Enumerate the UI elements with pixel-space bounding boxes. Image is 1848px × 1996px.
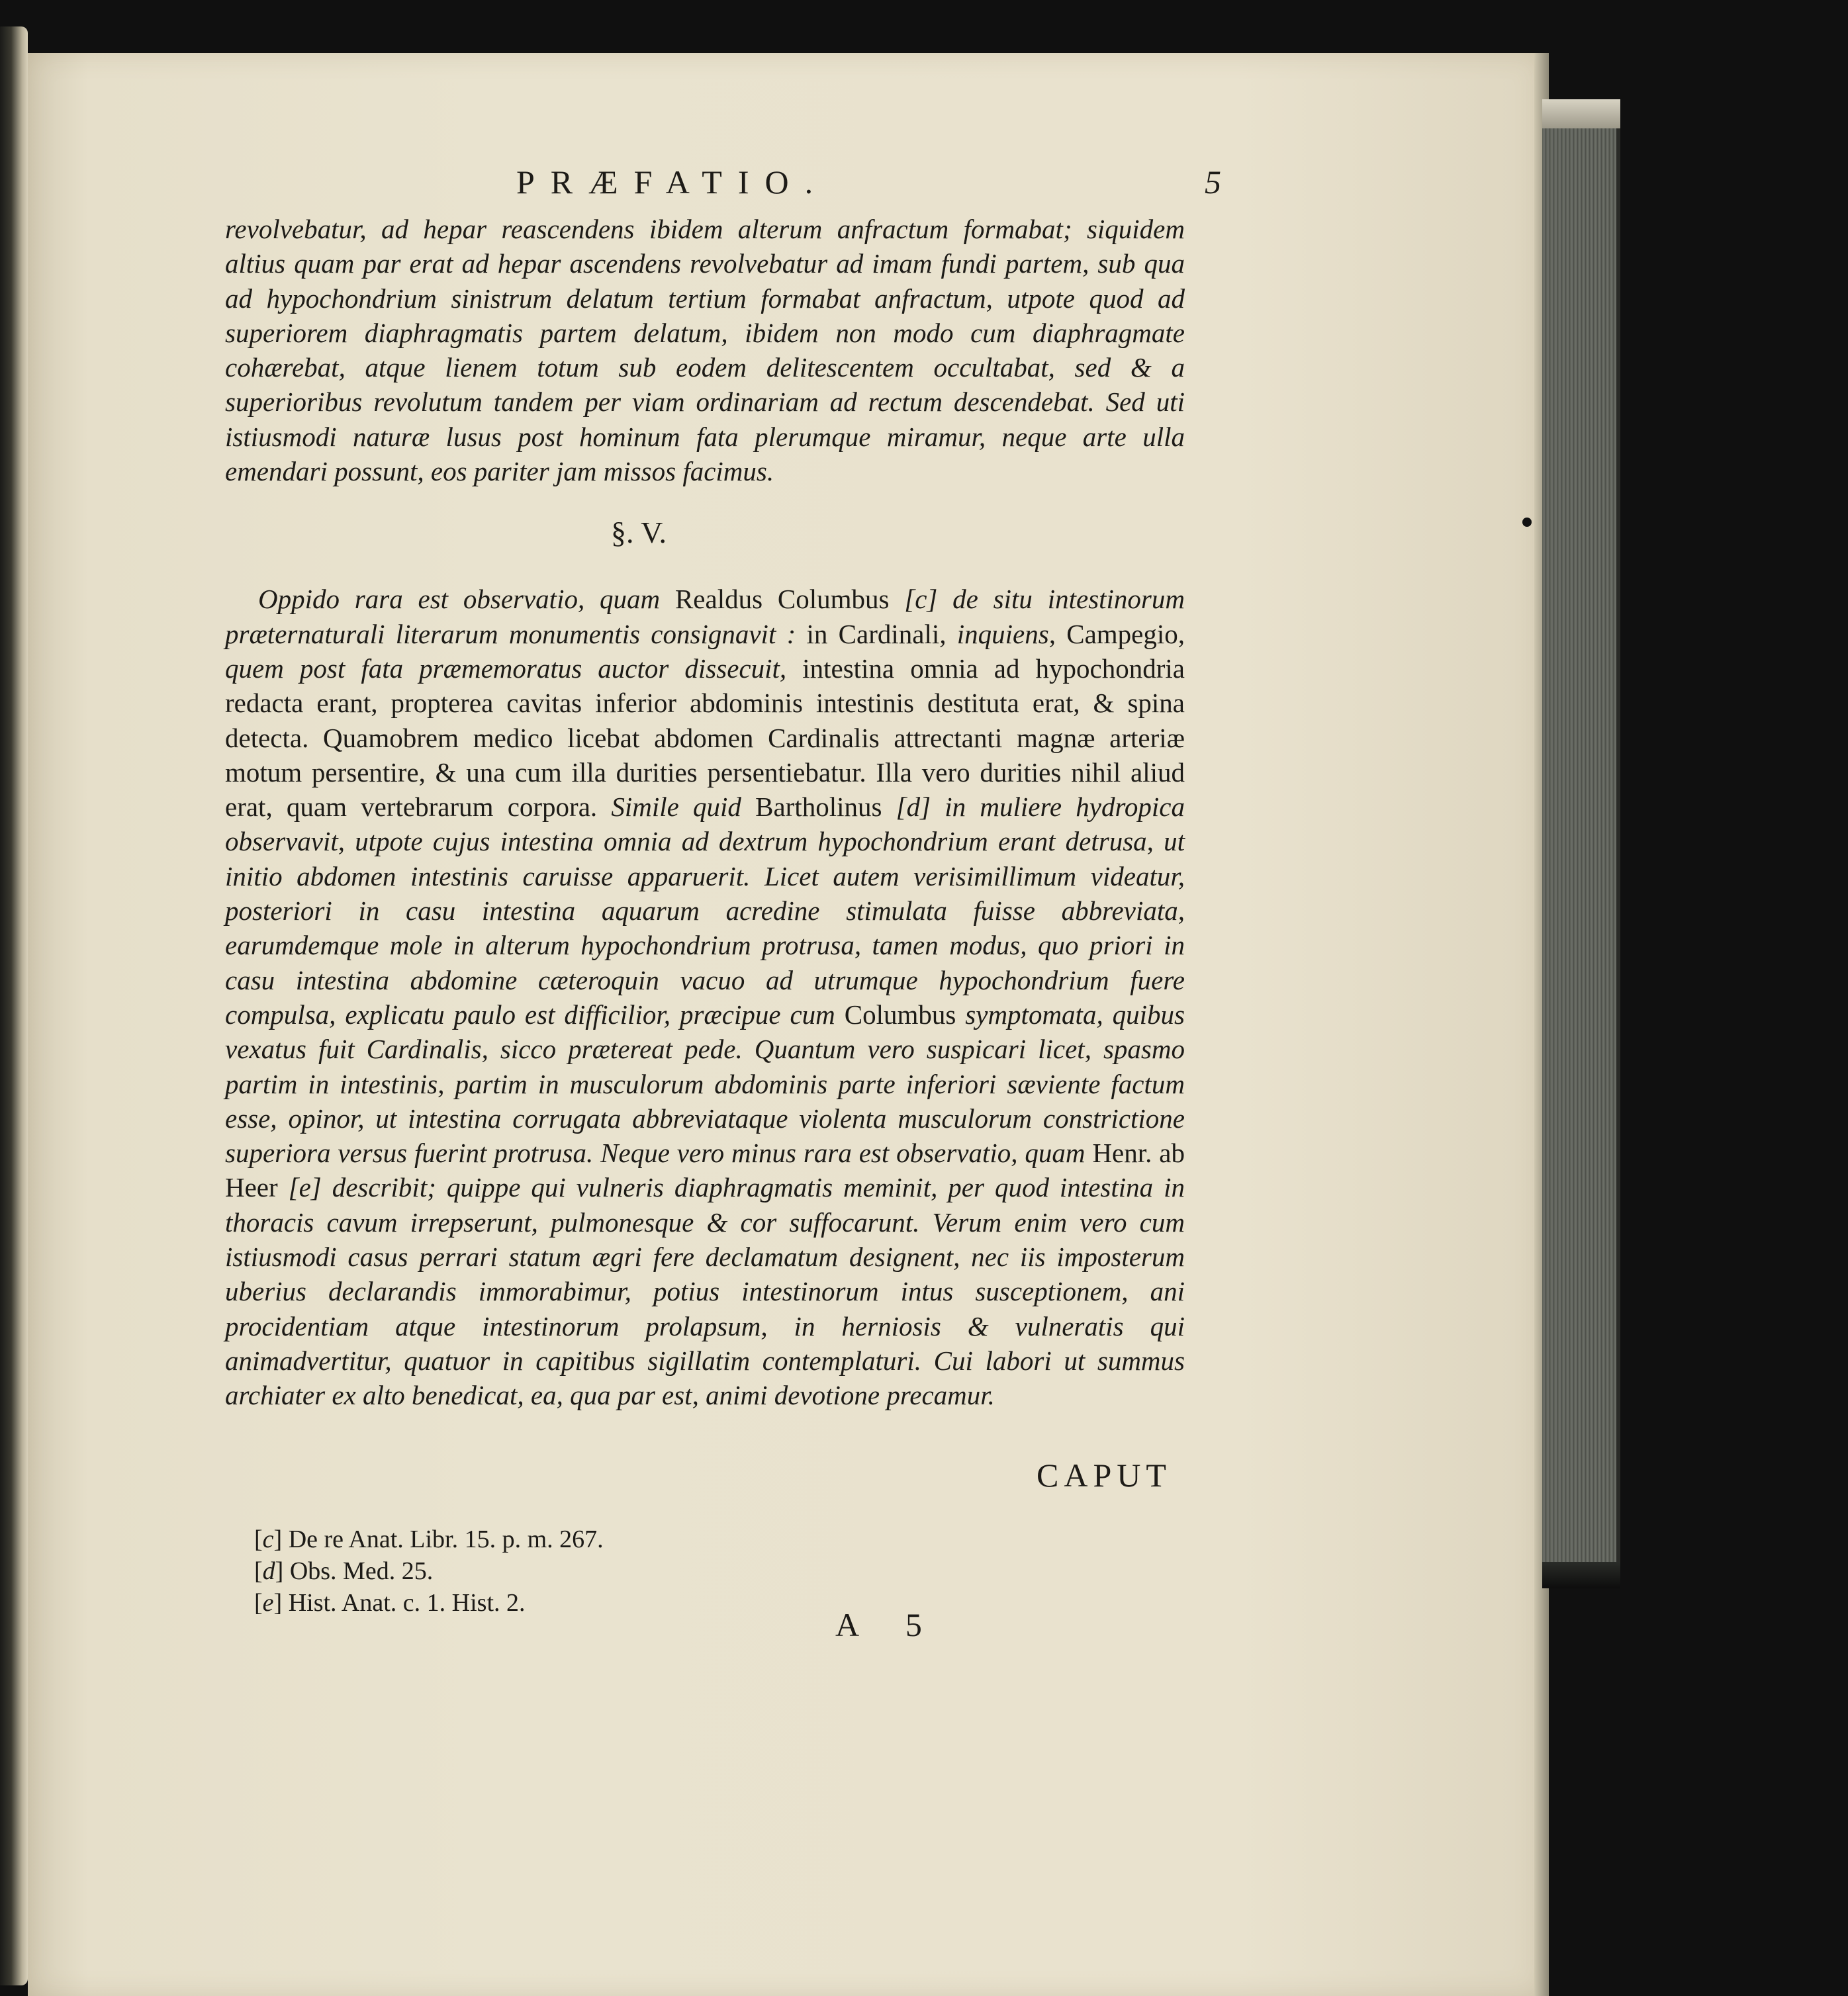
- text-block: [225, 159, 1221, 1413]
- paragraph-section-v: [225, 582, 1185, 1412]
- catchword: CAPUT: [1037, 1457, 1172, 1494]
- text-run: intestina omnia ad hypochondria redacta erant, propterea cavitas inferior abdominis intestinis destituta erat, & spina detecta. Quamobrem medico licebat abdomen Cardinalis attrectanti magnæ arteriæ motum persentire, & una cum illa durities persentiebatur. Illa vero durities nihil aliud erat, quam vertebrarum corpora.: [225, 653, 1185, 823]
- text-run: [c] de situ intestinorum præternaturali literarum monumentis consignavit :: [225, 584, 1185, 649]
- book-fore-edge-bottom: [1542, 1562, 1620, 1588]
- text-run: in Cardinali: [806, 618, 940, 649]
- text-run: Bartholinus: [755, 792, 882, 823]
- ink-speck: [1522, 518, 1532, 527]
- text-run: Simile quid: [597, 792, 756, 823]
- text-run: Oppido rara est observatio, quam: [258, 584, 675, 615]
- signature-mark: A 5: [835, 1606, 942, 1643]
- text-run: Columbus: [844, 999, 956, 1030]
- text-run: Realdus Columbus: [674, 584, 890, 615]
- footnote-d: [d] Obs. Med. 25.: [254, 1557, 434, 1585]
- paragraph-continuation: revolvebatur, ad hepar reascendens ibidem alterum anfractum formabat; siquidem altius quam par erat ad hepar ascendens revolvebatur ad imam fundi partem, sub qua ad hypochondrium sinistrum delatum tertium formabat anfractum, utpote quod ad superiorem diaphragmatis partem delatum, ibidem non modo cum diaphragmate cohærebat, atque lienem totum sub eodem delitescentem occultabat, sed & a superioribus revolutum tandem per viam ordinariam ad rectum descendebat. Sed uti istiusmodi naturæ lusus post hominum fata plerumque miramur, neque arte ulla emendari possunt, eos pariter jam missos facimus.: [225, 214, 1185, 487]
- page-header: [225, 159, 1221, 212]
- book-fore-edge: [1542, 99, 1620, 1582]
- section-heading: §. V.: [611, 516, 667, 550]
- text-run: , inquiens,: [939, 618, 1067, 649]
- footnotes: [254, 1523, 604, 1619]
- text-run: symptomata, quibus vexatus fuit Cardinalis, sicco prætereat pede. Quantum vero suspicari licet, spasmo partim in intestinis, partim in musculorum abdominis parte inferiori sæviente factum esse, opinor, ut intestina corrugata abbreviataque violenta musculorum constrictione superiora versus fuerint protrusa. Neque vero minus rara est observatio, quam: [225, 999, 1185, 1169]
- book-fore-edge-top: [1542, 99, 1620, 128]
- footnote-e: [e] Hist. Anat. c. 1. Hist. 2.: [254, 1589, 526, 1617]
- footnote-c: [c] De re Anat. Libr. 15. p. m. 267.: [254, 1525, 604, 1553]
- page-number: 5: [1205, 163, 1221, 201]
- text-run: [e] describit; quippe qui vulneris diaphragmatis meminit, per quod intestina in thoracis cavum irrepserunt, pulmonesque & cor suffocarunt. Verum enim vero cum istiusmodi casus perrari statum ægri fere declamatum designent, nec iis imposterum uberius declarandis immorabimur, potius intestinorum intus susceptionem, ani procidentiam atque intestinorum prolapsum, in herniosis & vulneratis qui animadvertitur, quatuor in capitibus sigillatim contemplaturi. Cui labori ut summus archiater ex alto benedicat, ea, qua par est, animi devotione precamur.: [225, 1172, 1185, 1411]
- text-run: Henr. ab Heer: [225, 1138, 1185, 1203]
- left-page-edge: [0, 26, 28, 1985]
- text-run: [d] in muliere hydropica observavit, utpote cujus intestina omnia ad dextrum hypochondrium erant detrusa, ut initio abdomen intestinis caruisse apparuerit. Licet autem verisimillimum videatur, posteriori in casu intestina aquarum acredine stimulata fuisse abbreviata, earumdemque mole in alterum hypochondrium protrusa, tamen modus, quo priori in casu intestina abdomine cæteroquin vacuo ad utrumque hypochondrium fuere compulsa, explicatu paulo est difficilior, præcipue cum: [225, 792, 1185, 1030]
- text-run: Campegio: [1066, 618, 1178, 649]
- text-run: , quem post fata præmemoratus auctor dissecuit,: [225, 618, 1185, 684]
- running-head: PRÆFATIO.: [516, 163, 829, 201]
